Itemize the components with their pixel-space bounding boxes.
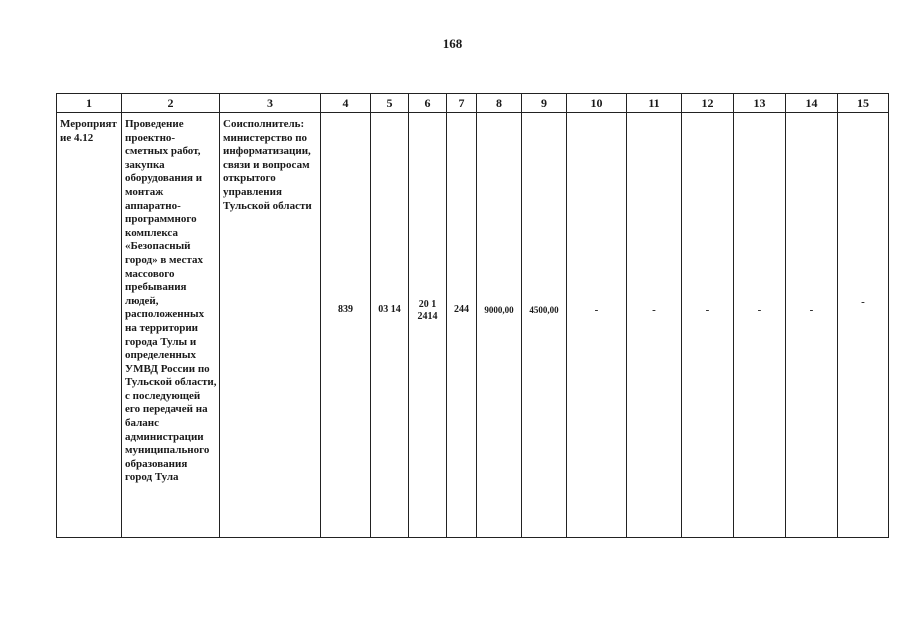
value-col10: - bbox=[594, 304, 599, 316]
event-text: Мероприятие 4.12 bbox=[60, 118, 117, 144]
header-cell: 3 bbox=[220, 94, 321, 113]
value-col14: - bbox=[809, 304, 814, 316]
header-cell: 2 bbox=[122, 94, 220, 113]
header-cell: 7 bbox=[447, 94, 477, 113]
description-cell bbox=[122, 113, 220, 538]
header-cell: 14 bbox=[786, 94, 838, 113]
executor-cell bbox=[220, 113, 321, 538]
header-cell: 9 bbox=[522, 94, 567, 113]
description-text: Проведение проектно-сметных работ, закупка оборудования и монтаж аппаратно-программного комплекса «Безопасный город» в местах массового пребывания людей, расположенных на территории города Тулы и определенных УМВД России по Тульской области, с последующей его передачей на баланс администрации муниципального образования город Тула bbox=[125, 118, 217, 484]
cell-col7 bbox=[447, 113, 477, 538]
cell-col10 bbox=[567, 113, 627, 538]
cell-col13 bbox=[734, 113, 786, 538]
header-cell: 12 bbox=[682, 94, 734, 113]
value-col5: 03 14 bbox=[378, 304, 401, 315]
header-cell: 6 bbox=[409, 94, 447, 113]
value-col7: 244 bbox=[454, 304, 469, 315]
header-cell: 4 bbox=[321, 94, 371, 113]
header-cell: 1 bbox=[57, 94, 122, 113]
value-col4: 839 bbox=[338, 304, 353, 315]
header-cell: 8 bbox=[477, 94, 522, 113]
cell-col11 bbox=[627, 113, 682, 538]
value-col8: 9000,00 bbox=[484, 305, 514, 315]
header-cell: 5 bbox=[371, 94, 409, 113]
header-cell: 13 bbox=[734, 94, 786, 113]
value-col15: - bbox=[861, 296, 865, 308]
cell-col15 bbox=[838, 113, 889, 538]
header-cell: 11 bbox=[627, 94, 682, 113]
budget-table bbox=[56, 93, 889, 538]
cell-col12 bbox=[682, 113, 734, 538]
table-row bbox=[57, 113, 889, 538]
value-col9: 4500,00 bbox=[529, 305, 559, 315]
value-col6: 20 1 2414 bbox=[417, 299, 438, 322]
cell-col5 bbox=[371, 113, 409, 538]
cell-col6 bbox=[409, 113, 447, 538]
header-row bbox=[57, 94, 889, 113]
value-col11: - bbox=[652, 304, 656, 316]
header-cell: 15 bbox=[838, 94, 889, 113]
value-col13: - bbox=[757, 304, 762, 316]
page-number: 168 bbox=[442, 36, 463, 51]
executor-text: Соисполнитель: министерство по информатизации, связи и вопросам открытого управления Тульской области bbox=[223, 118, 312, 212]
event-cell bbox=[57, 113, 122, 538]
cell-col8 bbox=[477, 113, 522, 538]
cell-col4 bbox=[321, 113, 371, 538]
header-cell: 10 bbox=[567, 94, 627, 113]
cell-col9 bbox=[522, 113, 567, 538]
cell-col14 bbox=[786, 113, 838, 538]
value-col12: - bbox=[705, 304, 710, 316]
